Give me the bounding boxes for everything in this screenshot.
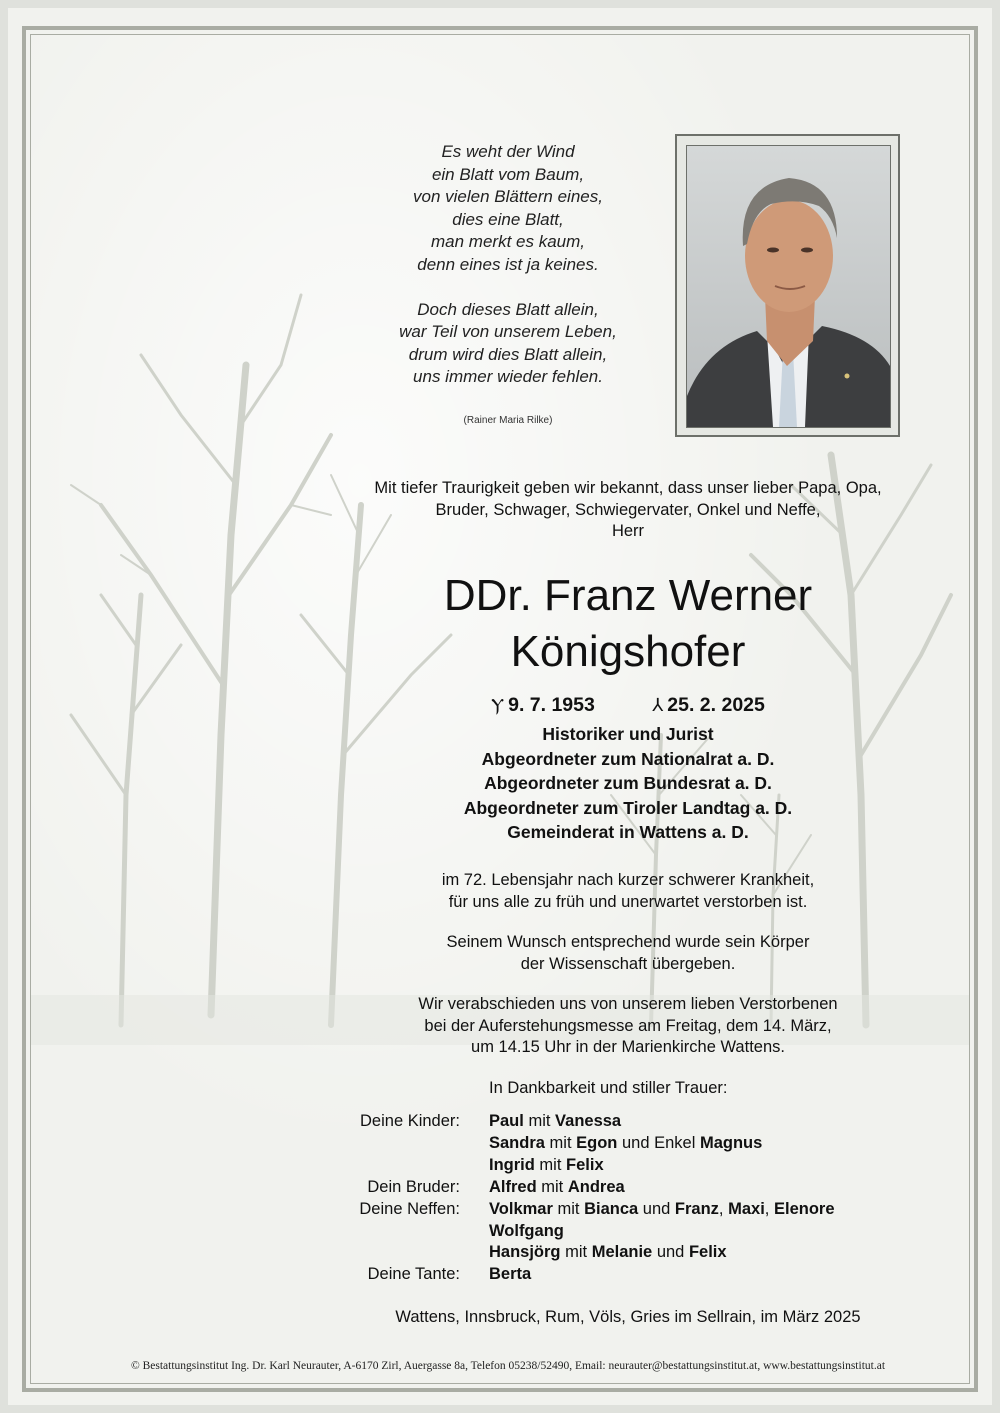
intro-line: Mit tiefer Traurigkeit geben wir bekannt, dass unser lieber Papa, Opa, (374, 479, 882, 497)
name-line-1: DDr. Franz Werner (443, 571, 813, 620)
family-row-bruder (308, 1177, 948, 1199)
birth-date: 9. 7. 1953 (508, 694, 595, 716)
place-and-date: Wattens, Innsbruck, Rum, Völs, Gries im Sellrain, im März 2025 (395, 1308, 861, 1326)
family-row-neffen (308, 1199, 948, 1221)
family-row (308, 1155, 948, 1177)
family-names: Sandra mit Egon und Enkel Magnus (489, 1133, 763, 1152)
birth-symbol-icon: Ⲩ (491, 695, 505, 715)
poem-line: denn eines ist ja keines. (417, 254, 599, 274)
poem-author: (Rainer Maria Rilke) (463, 415, 553, 426)
funeral-home-footer: © Bestattungsinstitut Ing. Dr. Karl Neurauter, A-6170 Zirl, Auergasse 8a, Telefon 05238/52490, Email: neurauter@bestattungsinstitut.at, www.bestattungsinstitut.at (130, 1360, 886, 1372)
family-list (308, 1111, 948, 1286)
poem-line: uns immer wieder fehlen. (413, 367, 603, 387)
family-names: Hansjörg mit Melanie und Felix (489, 1243, 727, 1262)
family-label: Dein Bruder: (367, 1177, 460, 1196)
paragraph-line: Wir verabschieden uns von unserem lieben Verstorbenen (418, 995, 838, 1013)
portrait-frame (675, 134, 900, 437)
family-names: Paul mit Vanessa (489, 1112, 622, 1130)
paragraph-line: bei der Auferstehungsmesse am Freitag, dem 14. März, (424, 1016, 832, 1035)
title-line: Historiker und Jurist (542, 724, 714, 744)
family-row (308, 1242, 948, 1264)
title-line: Abgeordneter zum Tiroler Landtag a. D. (463, 797, 793, 818)
family-label-empty (308, 1221, 460, 1243)
poem-stanza-gap (308, 277, 708, 299)
paragraph-line: um 14.15 Uhr in der Marienkirche Wattens. (471, 1038, 785, 1056)
poem-line: war Teil von unserem Leben, (399, 322, 617, 342)
death-symbol-icon: ⅄ (652, 695, 664, 715)
poem-line: man merkt es kaum, (431, 232, 585, 252)
birth-date-group (491, 694, 595, 717)
family-label-empty (308, 1242, 460, 1264)
deceased-name (328, 568, 928, 680)
death-date-group (652, 694, 765, 717)
family-names: Volkmar mit Bianca und Franz, Maxi, Elenore (489, 1199, 835, 1218)
family-label: Deine Kinder: (360, 1112, 460, 1130)
family-row (308, 1133, 948, 1155)
family-row (308, 1221, 948, 1243)
family-label: Deine Tante: (367, 1265, 460, 1284)
poem (308, 141, 708, 389)
service-paragraph (328, 994, 928, 1059)
title-line: Gemeinderat in Wattens a. D. (507, 822, 749, 842)
poem-line: dies eine Blatt, (452, 209, 564, 229)
professional-titles (328, 722, 928, 845)
poem-line: drum wird dies Blatt allein, (408, 344, 608, 364)
family-label-empty (308, 1133, 460, 1155)
family-row-kinder (308, 1111, 948, 1133)
family-names: Wolfgang (489, 1221, 564, 1240)
title-line: Abgeordneter zum Bundesrat a. D. (484, 773, 772, 793)
wish-paragraph (328, 932, 928, 975)
family-label: Deine Neffen: (359, 1199, 460, 1218)
poem-line: ein Blatt vom Baum, (431, 164, 585, 184)
name-line-2: Königshofer (510, 627, 746, 676)
passing-paragraph (328, 870, 928, 913)
portrait-photo (686, 145, 891, 428)
family-names: Ingrid mit Felix (489, 1155, 604, 1174)
family-label-empty (308, 1155, 460, 1177)
paragraph-line: für uns alle zu früh und unerwartet verstorben ist. (448, 892, 808, 911)
title-line: Abgeordneter zum Nationalrat a. D. (481, 748, 775, 769)
intro-line: Herr (611, 522, 645, 540)
intro-line: Bruder, Schwager, Schwiegervater, Onkel und Neffe, (435, 500, 821, 519)
mourners-intro: In Dankbarkeit und stiller Trauer: (489, 1079, 728, 1097)
poem-line: von vielen Blättern eines, (413, 187, 603, 207)
family-row-tante (308, 1264, 948, 1286)
paragraph-line: im 72. Lebensjahr nach kurzer schwerer Krankheit, (441, 871, 815, 889)
death-date: 25. 2. 2025 (667, 694, 765, 716)
paragraph-line: Seinem Wunsch entsprechend wurde sein Körper (446, 933, 810, 951)
family-names: Berta (489, 1265, 532, 1284)
portrait-image (687, 146, 890, 427)
paragraph-line: der Wissenschaft übergeben. (520, 954, 736, 973)
life-dates (328, 694, 928, 717)
family-names: Alfred mit Andrea (489, 1177, 625, 1196)
poem-line: Doch dieses Blatt allein, (417, 299, 599, 319)
announcement-intro (328, 478, 928, 543)
poem-line: Es weht der Wind (441, 142, 575, 161)
obituary-page (8, 8, 992, 1405)
